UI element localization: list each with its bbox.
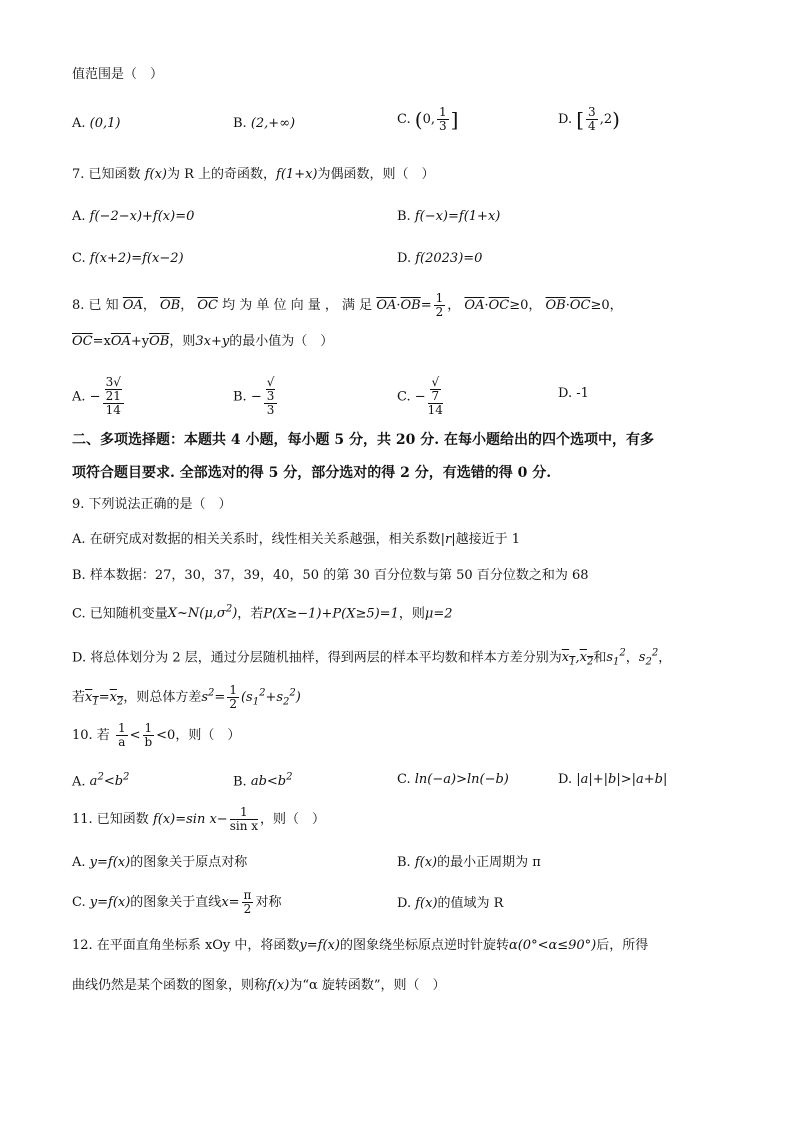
q10-option-a: A. $a^2<b^2$ [72,772,130,790]
q9-option-d-line1: D. 将总体划分为 2 层，通过分层随机抽样，得到两层的样本平均数和样本方差分别为$x_1,x_2$和$s_1^2$，$s_2^2$， [72,648,672,668]
q10-stem: 10. 若 $\frac{1}{a}$ < $\frac{1}{b}$ <0，则（ ） [72,721,241,750]
q7-stem: 7. 已知函数 f(x)为 R 上的奇函数，f(1+x)为偶函数，则（ ） [72,167,435,182]
q6-option-b: B. (2,+∞) [233,116,296,131]
q6-option-a: A. (0,1) [72,116,121,131]
q9-option-b: B. 样本数据：27，30，37，39，40，50 的第 30 百分位数与第 50 百分位数之和为 68 [72,568,589,583]
q6-stem-tail: 值范围是（ ） [72,67,164,82]
q12-stem-line1: 12. 在平面直角坐标系 xOy 中，将函数y=f(x)的图象绕坐标原点逆时针旋转α(0°<α≤90°)后，所得 [72,938,649,953]
q10-option-c: C. ln(−a)>ln(−b) [397,772,509,787]
q8-option-b: B. − √ 3 3 [233,376,279,418]
q8-stem-line2: $\overline{OC}=x\overline{OA}+y\overline{OB}$，则3x+y的最小值为（ ） [72,334,334,349]
q6-option-c: C. (0, $\frac{1}{3}$ ] [397,105,459,134]
section-heading-line1: 二、多项选择题：本题共 4 小题，每小题 5 分，共 20 分. 在每小题给出的四个选项中，有多 [72,432,654,448]
q10-option-d: D. |a|+|b|>|a+b| [558,772,668,787]
q11-option-d: D. f(x)的值域为 R [397,896,504,911]
q7-option-b: B. f(−x)=f(1+x) [397,209,501,224]
q11-option-a: A. y=f(x)的图象关于原点对称 [72,855,248,870]
q7-option-d: D. f(2023)=0 [397,251,483,266]
q11-option-c: C. y=f(x)的图象关于直线x= $\frac{\pi}{2}$ 对称 [72,888,282,917]
q11-option-b: B. f(x)的最小正周期为 π [397,855,541,870]
q8-stem: 8. 已 知 $\overline{OA}$， $\overline{OB}$， $\overline{OC}$ 均 为 单 位 向 量 ， 满 足 $\overline{OA}\cdot\overline{OB}=$ $\frac{1}{2}$ ， $\overline{OA}\cdot\overline{OC}\ge 0$， $\overline{OB}\cdot\overline{OC}\ge 0$， [72,291,623,320]
q11-stem: 11. 已知函数 f(x)=sin x− $\frac{1}{\text{sin x}}$ ，则（ ） [72,805,326,834]
section-heading-line2: 项符合题目要求. 全部选对的得 5 分，部分选对的得 2 分，有选错的得 0 分. [72,465,552,481]
q7-option-a: A. f(−2−x)+f(x)=0 [72,209,195,224]
q9-option-d-line2: 若$x_1=x_2$，则总体方差$s^2=$ $\frac{1}{2}$ $(s_1^2+s_2^2)$ [72,683,301,712]
q8-option-d: D. -1 [558,386,589,401]
q7-option-c: C. f(x+2)=f(x−2) [72,251,184,266]
q9-stem: 9. 下列说法正确的是（ ） [72,497,232,512]
q12-stem-line2: 曲线仍然是某个函数的图象，则称f(x)为“α 旋转函数”，则（ ） [72,978,446,993]
q8-option-c: C. − √ 7 14 [397,375,443,418]
q9-option-c: C. 已知随机变量$X\sim N(\mu,\sigma^2)$，若P(X≥−1)+P(X≥5)=1，则μ=2 [72,604,453,622]
q10-option-b: B. $ab<b^2$ [233,772,293,790]
q9-option-a: A. 在研究成对数据的相关关系时，线性相关关系越强，相关系数|r|越接近于 1 [72,532,521,547]
q8-option-a: A. − 3√ 21 14 [72,376,126,418]
q6-option-d: D. [ $\frac{3}{4}$ ,2) [558,105,620,134]
